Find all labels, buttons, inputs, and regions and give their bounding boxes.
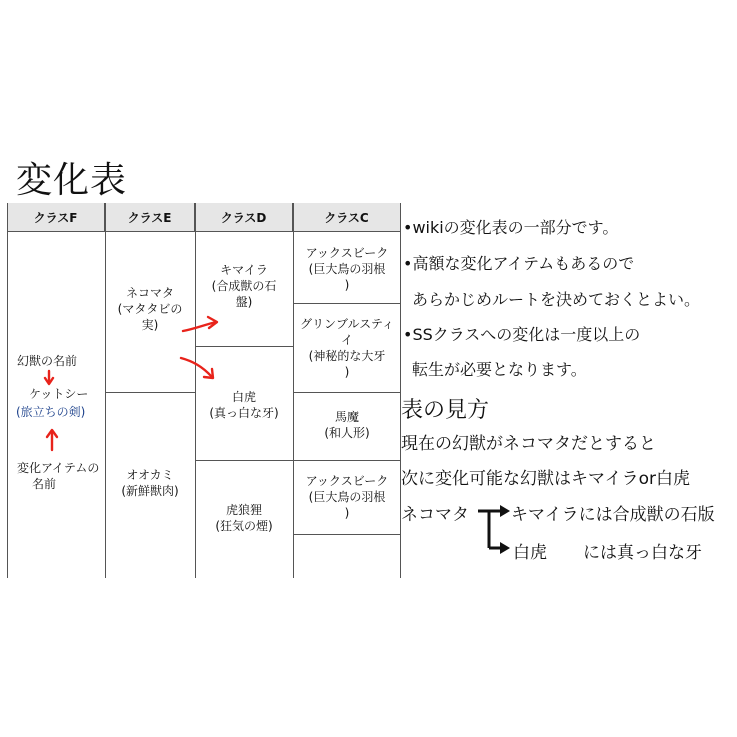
item-name: (マタタビの [117,302,183,316]
arrow-to-byakko-icon [181,358,212,377]
item-name: (和人形) [324,426,370,440]
monster-ketsi: ケットシー [29,387,89,401]
item-tabidachi: (旅立ちの剣) [16,405,86,419]
guide-heading: 表の見方 [401,398,490,423]
item-name: (真っ白な牙) [209,406,279,420]
note-line-1: •wikiの変化表の一部分です。 [403,218,619,237]
branch-arrow-head-top-icon [500,505,510,517]
note-line-4: •SSクラスへの変化は一度以上の [403,325,641,344]
monster-name: アックスビーク [305,474,389,488]
monster-name: アックスビーク [305,246,389,260]
item-name-cont: 盤) [235,295,253,309]
item-name: (巨大鳥の羽根 [308,490,386,504]
monster-name-label: 幻獣の名前 [17,354,78,368]
monster-name-cont: イ [340,333,353,347]
guide-from: ネコマタ [401,505,469,525]
item-name: (合成獣の石 [211,279,277,293]
item-name-cont: ) [344,506,350,520]
guide-route-2-item: には真っ白な牙 [583,543,702,563]
monster-name: グリンブルスティ [300,317,394,331]
item-name: (新鮮獣肉) [121,484,179,498]
guide-route-2-name: 白虎 [513,543,547,563]
page-title: 変化表 [16,160,128,201]
note-line-3: あらかじめルートを決めておくとよい。 [412,290,701,309]
header-class-e: クラスE [105,203,195,231]
item-name-cont: 実) [141,318,159,332]
monster-name: ネコマタ [125,286,174,300]
guide-line-1: 現在の幻獣がネコマタだとすると [401,434,656,454]
item-name: (巨大鳥の羽根 [308,262,386,276]
header-class-d: クラスD [195,203,293,231]
note-line-5: 転生が必要となります。 [412,360,587,379]
item-name-label-1: 変化アイテムの [17,461,100,475]
header-class-f: クラスF [7,203,105,231]
note-line-2: •高額な変化アイテムもあるので [403,254,635,273]
monster-name: 馬魔 [334,410,359,424]
guide-line-2: 次に変化可能な幻獣はキマイラor白虎 [401,469,691,489]
branch-arrow-head-bottom-icon [500,542,510,554]
header-class-c: クラスC [293,203,401,231]
guide-route-1: キマイラには合成獣の石版 [511,505,715,525]
item-name-label-2: 名前 [32,477,57,491]
item-name: (狂気の煙) [215,519,273,533]
monster-name: オオカミ [126,468,174,482]
item-name-cont: ) [344,365,350,379]
branch-arrow-icon [478,511,489,548]
item-name: (神秘的な大牙 [308,349,386,363]
monster-name: 白虎 [231,390,256,404]
item-name-cont: ) [344,278,350,292]
monster-name: 虎狼狸 [225,503,262,517]
monster-name: キマイラ [220,263,268,277]
